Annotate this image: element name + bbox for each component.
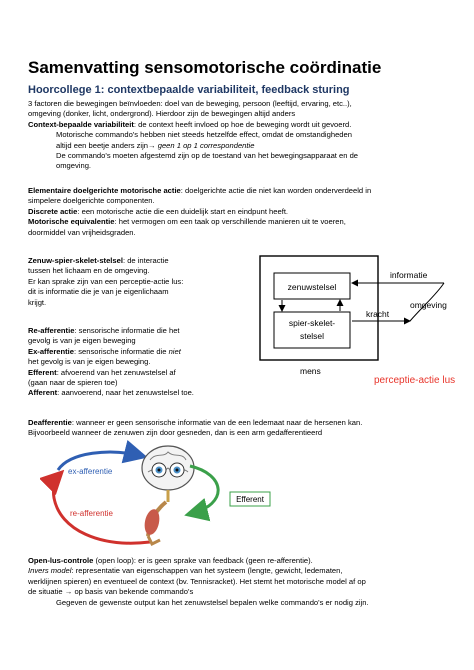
- ex-afferentie-label: ex-afferentie: [68, 467, 113, 476]
- deafferentie-paragraph: [28, 418, 362, 439]
- intro-line: [28, 141, 358, 151]
- deaff-line: Bijvoorbeeld wanneer de zenuwen zijn door gesneden, dan is een arm gedafferentieerd: [28, 428, 323, 438]
- text: op basis van bekende commando's: [72, 587, 194, 597]
- definition: : afvoerend van het zenuwstelsel af: [56, 367, 176, 377]
- definition: : de context heeft invloed op hoe de beweging wordt uit gevoerd.: [133, 119, 352, 129]
- aff-line: [28, 368, 194, 378]
- aff-line: het gevolg is van je eigen beweging.: [28, 357, 151, 367]
- arrow-right-icon: →: [148, 140, 156, 150]
- term: Context-bepaalde variabiliteit: [28, 119, 134, 129]
- term: Discrete actie: [28, 206, 78, 216]
- emphasis: geen 1 op 1 correspondentie: [155, 140, 255, 150]
- term: Invers model: [28, 566, 72, 576]
- efferent-label: Efferent: [236, 495, 264, 504]
- open-line: [28, 556, 369, 566]
- deaff-line: [28, 418, 362, 428]
- definition: : sensorische informatie die: [74, 346, 169, 356]
- aff-line: (gaan naar de spieren toe): [28, 378, 118, 388]
- definition: : sensorische informatie die het: [74, 326, 180, 335]
- term: Afferent: [28, 388, 58, 398]
- intro-line: De commando's moeten afgestemd zijn op de toestand van het bewegingsapparaat en de: [56, 151, 359, 161]
- emphasis: niet: [168, 346, 181, 356]
- term: Motorische equivalentie: [28, 217, 115, 227]
- term: Zenuw-spier-skelet-stelsel: [28, 256, 123, 265]
- text: de situatie: [28, 587, 65, 597]
- term: Elementaire doelgerichte motorische actie: [28, 186, 181, 195]
- aff-line: gevolg is van je eigen beweging: [28, 336, 136, 346]
- open-lus-paragraph: [28, 556, 369, 608]
- term: Efferent: [28, 367, 57, 377]
- text: altijd een beetje anders zijn: [56, 140, 149, 150]
- informatie-label: informatie: [390, 270, 428, 280]
- term: Ex-afferentie: [28, 346, 75, 356]
- spier-skelet-label: spier-skelet-: [288, 318, 336, 328]
- definition: : een motorische actie die een duidelijk start en eindpunt heeft.: [77, 206, 289, 216]
- intro-line: omgeving.: [56, 161, 92, 171]
- term: Re-afferentie: [28, 326, 75, 335]
- definition-line: [28, 207, 371, 217]
- definition: : representatie van eigenschappen van het systeem (lengte, gewicht, ledematen,: [71, 566, 343, 576]
- stelsel-label: stelsel: [299, 331, 325, 341]
- zss-line: [28, 256, 183, 266]
- intro-paragraph: [28, 99, 358, 172]
- open-line: Gegeven de gewenste output kan het zenuwstelsel bepalen welke commando's er nodig zijn.: [56, 597, 369, 607]
- definition-line: simpelere doelgerichte componenten.: [28, 196, 155, 206]
- zss-line: dit is informatie die je van je eigenlichaam: [28, 287, 169, 297]
- definition-line: [28, 217, 371, 227]
- term: Deafferentie: [28, 418, 72, 427]
- definition: (open loop): er is geen sprake van feedback (geen re-afferentie).: [93, 556, 313, 565]
- afferentie-diagram: [40, 440, 290, 552]
- intro-line: Motorische commando's hebben niet steeds hetzelfde effect, omdat de omstandigheden: [56, 130, 352, 140]
- mens-label: mens: [300, 366, 321, 376]
- open-line: [28, 566, 369, 576]
- zss-line: Er kan sprake zijn van een perceptie-actie lus:: [28, 276, 184, 286]
- zenuwstelsel-label: zenuwstelsel: [287, 282, 337, 292]
- aff-line: [28, 326, 194, 336]
- definition: : het vermogen om een taak op verschillende manieren uit te voeren,: [114, 217, 346, 227]
- afferentie-block: [28, 326, 194, 399]
- omgeving-label: omgeving: [410, 300, 447, 310]
- definition-line: [28, 186, 371, 196]
- arrow-right-icon: →: [64, 587, 73, 597]
- intro-line: [28, 120, 358, 130]
- zss-paragraph: [28, 256, 183, 308]
- brain-illustration: [142, 446, 194, 502]
- efferent-arrow: [190, 466, 218, 514]
- aff-line: [28, 388, 194, 398]
- zss-line: krijgt.: [28, 297, 47, 307]
- open-line: [28, 587, 369, 597]
- definition: : de interactie: [122, 256, 169, 265]
- definition: : aanvoerend, naar het zenuwstelsel toe.: [57, 388, 194, 398]
- open-line: werklijnen spieren) en eventueel de context (bv. Tennisracket). Het stemt het motorische model af op: [28, 576, 366, 586]
- definition-line: doormiddel van vrijheidsgraden.: [28, 227, 136, 237]
- aff-line: [28, 347, 194, 357]
- arm-muscle-illustration: [142, 502, 166, 544]
- perceptie-actie-lus-label: perceptie-actie lus: [374, 375, 456, 386]
- intro-line: omgeving (donker, licht, ondergrond). Hierdoor zijn de bewegingen altijd anders: [28, 109, 296, 119]
- definitions-block: [28, 186, 371, 238]
- perception-action-diagram: [240, 250, 460, 400]
- zss-line: tussen het lichaam en de omgeving.: [28, 266, 150, 276]
- intro-line: 3 factoren die bewegingen beïnvloeden: doel van de beweging, persoon (leeftijd, ervaring, etc..),: [28, 99, 352, 108]
- definition: : wanneer er geen sensorische informatie van de een ledemaat naar de hersenen kan.: [71, 418, 363, 427]
- kracht-label: kracht: [366, 309, 390, 319]
- section-heading: Hoorcollege 1: contextbepaalde variabiliteit, feedback sturing: [28, 84, 350, 96]
- page-title: Samenvatting sensomotorische coördinatie: [28, 58, 382, 77]
- term: Open-lus-controle: [28, 556, 94, 565]
- definition: : doelgerichte actie die niet kan worden onderverdeeld in: [180, 186, 372, 195]
- re-afferentie-label: re-afferentie: [70, 509, 113, 518]
- body-box: [260, 256, 378, 360]
